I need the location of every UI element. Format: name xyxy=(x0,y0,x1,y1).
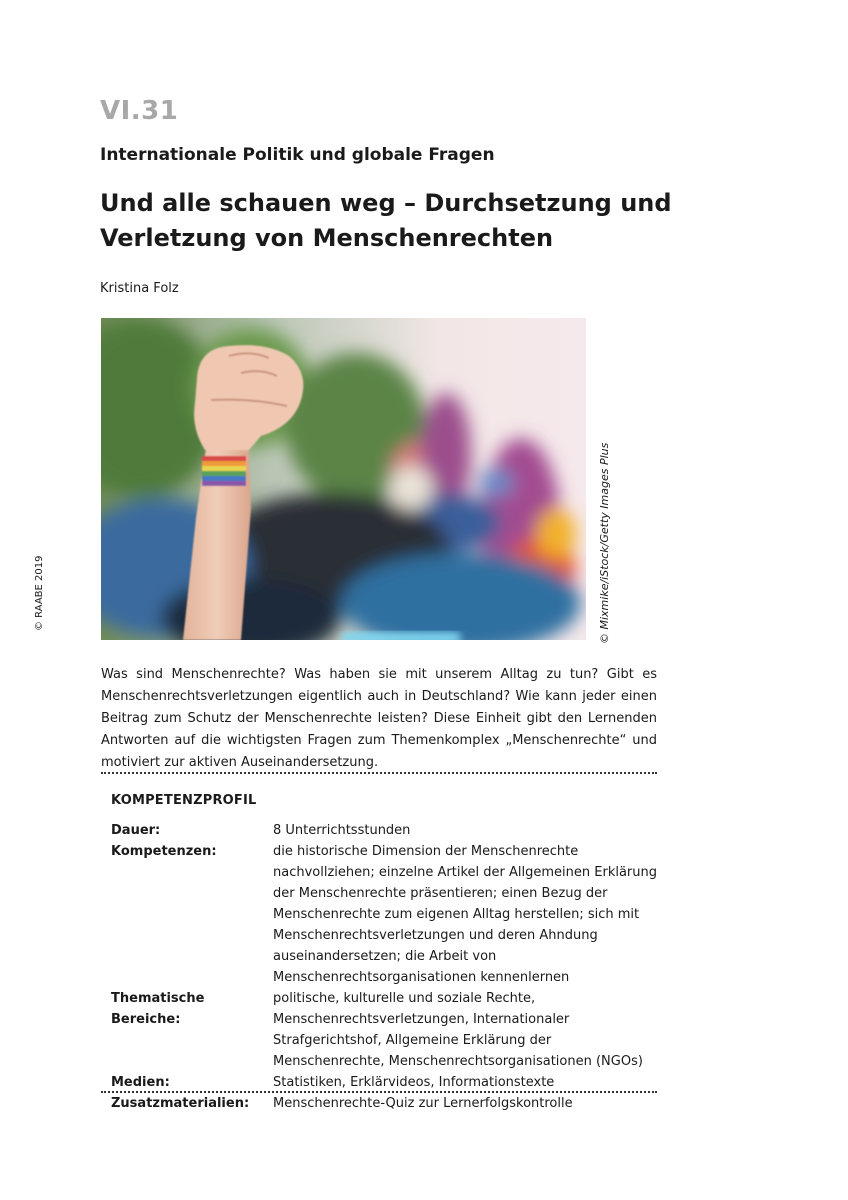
profile-label: Thematische Bereiche: xyxy=(111,991,205,1027)
profile-row-media xyxy=(111,1072,657,1093)
profile-row-competences xyxy=(111,841,657,988)
unit-code: VI.31 xyxy=(100,96,179,126)
profile-label: Medien: xyxy=(111,1075,170,1090)
document-title: Und alle schauen weg – Durchsetzung und Verletzung von Menschenrechten xyxy=(100,189,672,252)
profile-value: 8 Unterrichtsstunden xyxy=(273,823,411,838)
section-title: Internationale Politik und globale Fragen xyxy=(100,145,495,165)
profile-row-duration xyxy=(111,820,657,841)
profile-label: Zusatzmaterialien: xyxy=(111,1096,250,1111)
photo-credit: © Mixmike/iStock/Getty Images Plus xyxy=(598,442,611,644)
dotted-divider-bottom xyxy=(101,1091,657,1093)
profile-value: die historische Dimension der Menschenrechte nachvollziehen; einzelne Artikel der Allgemeinen Erklärung der Menschenrechte präsentieren; einen Bezug der Menschenrechte zum eigenen Alltag herstellen; sich mit Menschenrechtsverletzungen und deren Ahndung auseinandersetzen; die Arbeit von Menschenrechtsorganisationen kennenlernen xyxy=(273,844,658,985)
profile-value: Statistiken, Erklärvideos, Informationstexte xyxy=(273,1075,555,1090)
author-name: Kristina Folz xyxy=(100,281,179,296)
profile-label: Kompetenzen: xyxy=(111,844,217,859)
copyright-notice: © RAABE 2019 xyxy=(34,555,45,631)
cover-photo-raised-fist xyxy=(101,318,586,640)
profile-row-topics xyxy=(111,988,657,1072)
profile-label: Dauer: xyxy=(111,823,161,838)
profile-value: politische, kulturelle und soziale Rechte, Menschenrechtsverletzungen, Internationaler Strafgerichtshof, Allgemeine Erklärung der Menschenrechte, Menschenrechtsorganisationen (NGOs) xyxy=(273,991,643,1069)
intro-paragraph: Was sind Menschenrechte? Was haben sie mit unserem Alltag zu tun? Gibt es Menschenrechtsverletzungen eigentlich auch in Deutschland? Wie kann jeder einen Beitrag zum Schutz der Menschenrechte leisten? Diese Einheit gibt den Lernenden Antworten auf die wichtigsten Fragen zum Themenkomplex „Menschenrechte“ und motiviert zur aktiven Auseinandersetzung. xyxy=(101,667,657,770)
competence-profile xyxy=(111,820,657,1114)
profile-row-extra-materials xyxy=(111,1093,657,1114)
competence-profile-heading: KOMPETENZPROFIL xyxy=(111,793,257,808)
dotted-divider-top xyxy=(101,772,657,774)
profile-value: Menschenrechte-Quiz zur Lernerfolgskontrolle xyxy=(273,1096,573,1111)
